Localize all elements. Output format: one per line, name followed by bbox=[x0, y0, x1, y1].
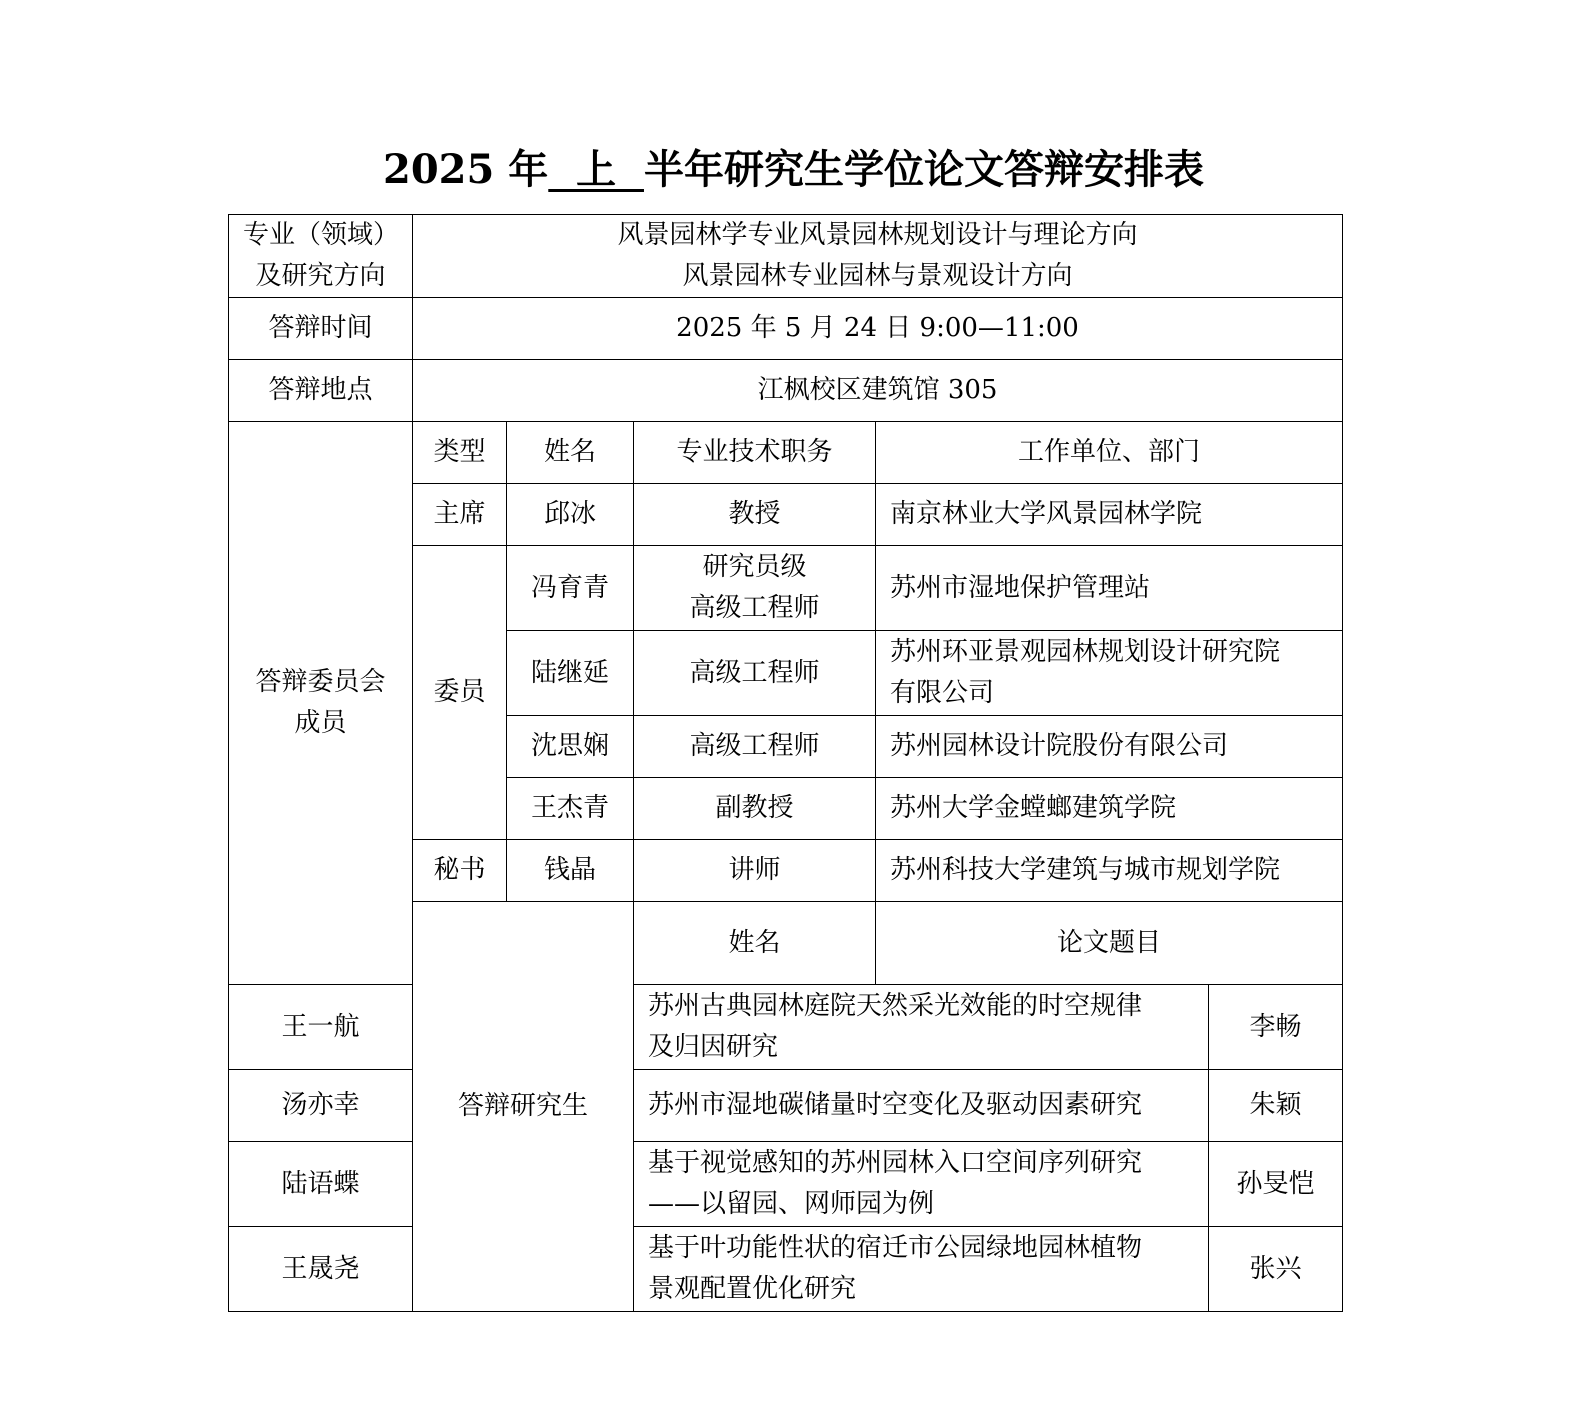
member-title: 高级工程师 bbox=[634, 716, 876, 778]
chair-type: 主席 bbox=[413, 484, 507, 546]
students-header-name: 姓名 bbox=[634, 902, 876, 985]
student-advisor: 孙旻恺 bbox=[1209, 1142, 1343, 1227]
student-thesis: 苏州市湿地碳储量时空变化及驱动因素研究 bbox=[634, 1070, 1209, 1142]
committee-header-row bbox=[229, 422, 1343, 484]
major-label: 专业（领域） 及研究方向 bbox=[229, 215, 413, 298]
committee-header-title: 专业技术职务 bbox=[634, 422, 876, 484]
student-name: 王一航 bbox=[229, 985, 413, 1070]
student-thesis: 基于叶功能性状的宿迁市公园绿地园林植物 景观配置优化研究 bbox=[634, 1227, 1209, 1312]
student-row bbox=[229, 985, 1343, 1070]
member-title: 副教授 bbox=[634, 778, 876, 840]
student-advisor: 李畅 bbox=[1209, 985, 1343, 1070]
member-name: 冯育青 bbox=[507, 546, 634, 631]
time-row bbox=[229, 298, 1343, 360]
student-advisor: 朱颖 bbox=[1209, 1070, 1343, 1142]
student-row bbox=[229, 1227, 1343, 1312]
member-type: 委员 bbox=[413, 546, 507, 840]
student-thesis: 基于视觉感知的苏州园林入口空间序列研究 ——以留园、网师园为例 bbox=[634, 1142, 1209, 1227]
place-label: 答辩地点 bbox=[229, 360, 413, 422]
major-row bbox=[229, 215, 1343, 298]
chair-name: 邱冰 bbox=[507, 484, 634, 546]
chair-unit: 南京林业大学风景园林学院 bbox=[876, 484, 1343, 546]
member-name: 王杰青 bbox=[507, 778, 634, 840]
major-value: 风景园林学专业风景园林规划设计与理论方向 风景园林专业园林与景观设计方向 bbox=[413, 215, 1343, 298]
secretary-name: 钱晶 bbox=[507, 840, 634, 902]
time-value: 2025 年 5 月 24 日 9:00—11:00 bbox=[413, 298, 1343, 360]
member-unit: 苏州园林设计院股份有限公司 bbox=[876, 716, 1343, 778]
title-term: 上 bbox=[548, 146, 644, 193]
committee-section-label: 答辩委员会 成员 bbox=[229, 422, 413, 985]
secretary-type: 秘书 bbox=[413, 840, 507, 902]
student-name: 陆语蝶 bbox=[229, 1142, 413, 1227]
time-label: 答辩时间 bbox=[229, 298, 413, 360]
defense-schedule-table bbox=[228, 214, 1343, 1312]
member-unit: 苏州环亚景观园林规划设计研究院 有限公司 bbox=[876, 631, 1343, 716]
member-unit: 苏州大学金螳螂建筑学院 bbox=[876, 778, 1343, 840]
chair-title: 教授 bbox=[634, 484, 876, 546]
secretary-title: 讲师 bbox=[634, 840, 876, 902]
student-row bbox=[229, 1142, 1343, 1227]
student-name: 王晟尧 bbox=[229, 1227, 413, 1312]
member-unit: 苏州市湿地保护管理站 bbox=[876, 546, 1343, 631]
committee-header-type: 类型 bbox=[413, 422, 507, 484]
member-name: 陆继延 bbox=[507, 631, 634, 716]
committee-header-name: 姓名 bbox=[507, 422, 634, 484]
students-header-thesis: 论文题目 bbox=[876, 902, 1343, 985]
place-value: 江枫校区建筑馆 305 bbox=[413, 360, 1343, 422]
member-name: 沈思娴 bbox=[507, 716, 634, 778]
students-section-label: 答辩研究生 bbox=[413, 902, 634, 1312]
committee-header-unit: 工作单位、部门 bbox=[876, 422, 1343, 484]
secretary-unit: 苏州科技大学建筑与城市规划学院 bbox=[876, 840, 1343, 902]
student-row bbox=[229, 1070, 1343, 1142]
page-title bbox=[0, 140, 1587, 200]
member-title: 研究员级 高级工程师 bbox=[634, 546, 876, 631]
title-year: 2025 年 bbox=[383, 146, 549, 193]
student-advisor: 张兴 bbox=[1209, 1227, 1343, 1312]
title-suffix: 半年研究生学位论文答辩安排表 bbox=[643, 146, 1204, 193]
place-row bbox=[229, 360, 1343, 422]
student-name: 汤亦幸 bbox=[229, 1070, 413, 1142]
student-thesis: 苏州古典园林庭院天然采光效能的时空规律 及归因研究 bbox=[634, 985, 1209, 1070]
member-title: 高级工程师 bbox=[634, 631, 876, 716]
